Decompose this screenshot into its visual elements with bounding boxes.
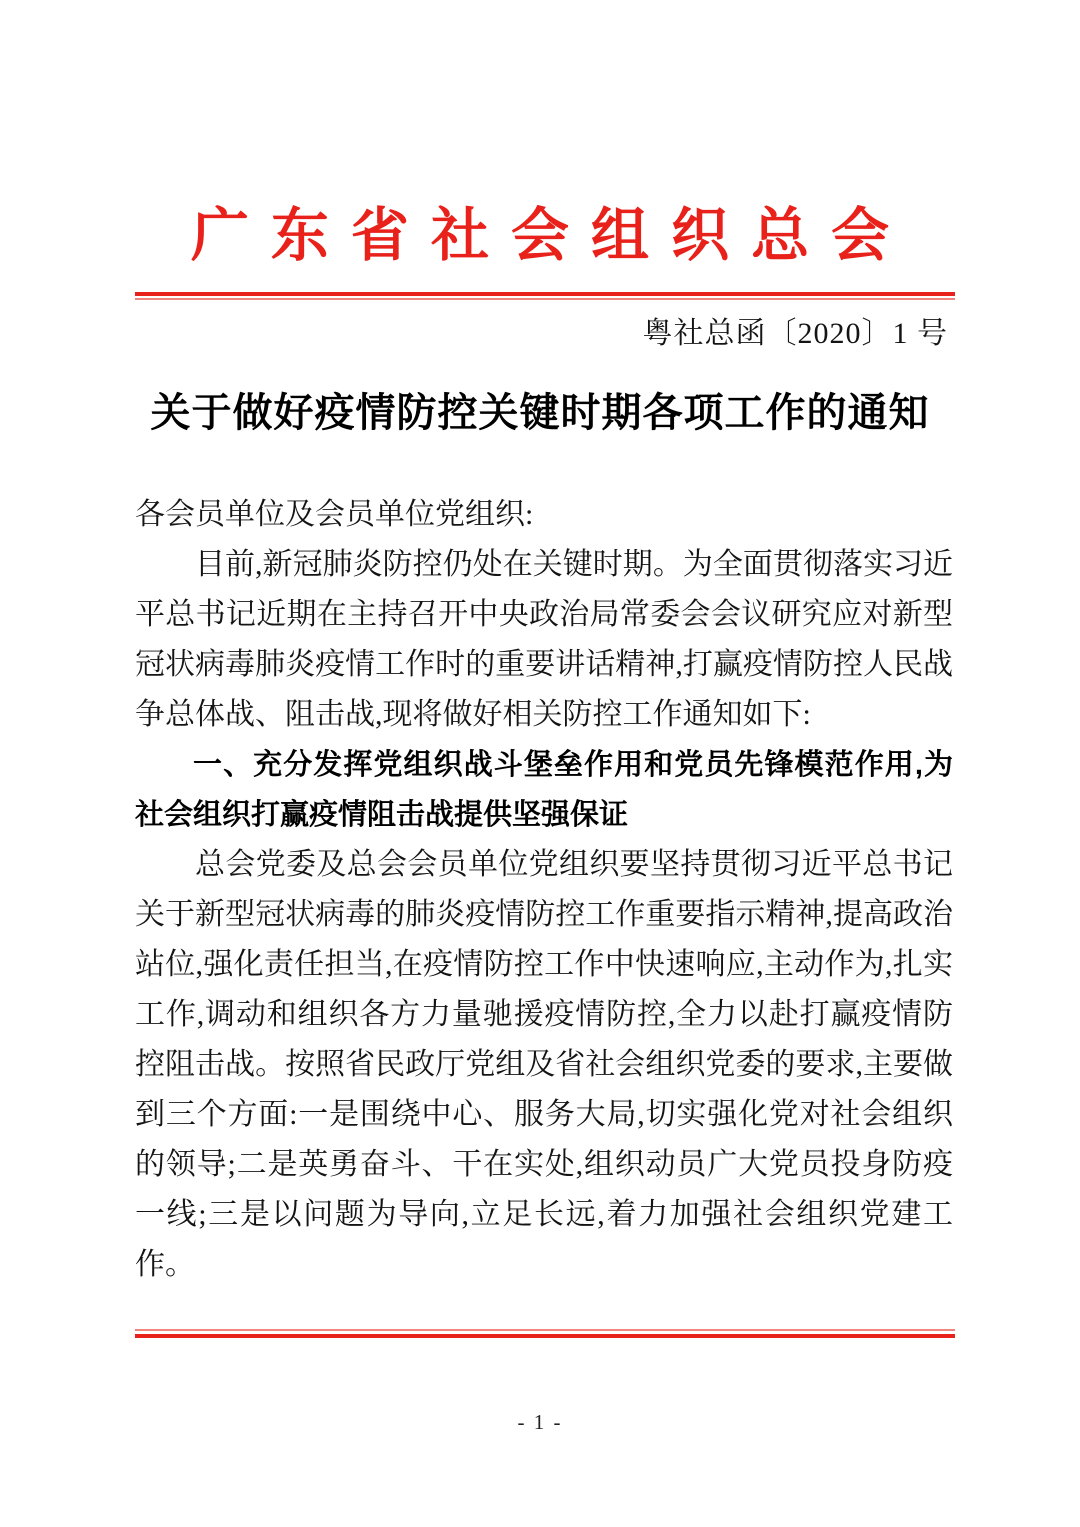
footer-divider	[135, 1329, 955, 1338]
document-body	[135, 490, 953, 1290]
header-divider-thin-line	[135, 298, 955, 300]
paragraph-section-1-body: 总会党委及总会会员单位党组织要坚持贯彻习近平总书记关于新型冠状病毒的肺炎疫情防控工作重要指示精神,提高政治站位,强化责任担当,在疫情防控工作中快速响应,主动作为,扎实工作,调动和组织各方力量驰援疫情防控,全力以赴打赢疫情防控阻击战。按照省民政厅党组及省社会组织党委的要求,主要做到三个方面:一是围绕中心、服务大局,切实强化党对社会组织的领导;二是英勇奋斗、干在实处,组织动员广大党员投身防疫一线;三是以问题为导向,立足长远,着力加强社会组织党建工作。	[135, 848, 953, 1281]
header-divider	[135, 292, 955, 300]
section-heading-1: 一、充分发挥党组织战斗堡垒作用和党员先锋模范作用,为社会组织打赢疫情阻击战提供坚强保证	[135, 749, 953, 831]
document-title: 关于做好疫情防控关键时期各项工作的通知	[150, 390, 930, 435]
page-number: - 1 -	[517, 1410, 563, 1434]
org-name-red-header: 广东省社会组织总会	[190, 203, 912, 268]
document-number: 粤社总函〔2020〕1 号	[642, 317, 948, 350]
paragraph-intro: 目前,新冠肺炎防控仍处在关键时期。为全面贯彻落实习近平总书记近期在主持召开中央政治局常委会会议研究应对新型冠状病毒肺炎疫情工作时的重要讲话精神,打赢疫情防控人民战争总体战、阻击战,现将做好相关防控工作通知如下:	[135, 548, 953, 731]
footer-divider-thick-line	[135, 1334, 955, 1338]
salutation: 各会员单位及会员单位党组织:	[135, 498, 534, 531]
